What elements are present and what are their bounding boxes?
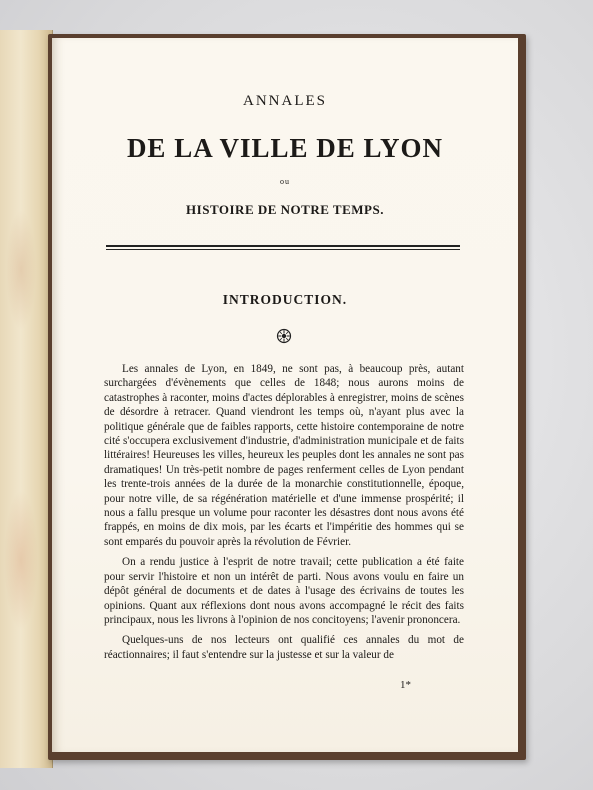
book-page [52, 38, 518, 752]
paragraph: Les annales de Lyon, en 1849, ne sont pas, à beaucoup près, autant surchargées d'évènements que celles de 1848; nous aurons moins de catastrophes à raconter, moins d'actes déplorables à enregistrer, moins de scènes de désordre à retracer. Quand viendront les temps où, n'ayant plus avec la politique générale que de faibles rapports, cette histoire contemporaine de notre cité s'occupera exclusivement d'industrie, d'administration municipale et de faits littéraires! Heureuses les villes, heureux les peuples dont les annales ne sont pas dramatiques! Un très-petit nombre de pages renferment celles de Lyon pendant les trente-trois années de la durée de la monarchie constitutionnelle, époque, pour notre ville, de sa régénération matérielle et d'une immense prospérité; il nous a fallu presque un volume pour raconter les désastres dont nous avons été frappés, en moins de dix mois, par les écarts et l'impéritie des hommes qui se sont emparés du pouvoir après la révolution de Février. [104, 363, 464, 548]
body-text [104, 362, 464, 668]
section-heading: INTRODUCTION. [222, 292, 348, 307]
paragraph: Quelques-uns de nos lecteurs ont qualifié ces annales du mot de réactionnaires; il faut s'entendre sur la justesse et sur la valeur de [104, 634, 464, 661]
paragraph: On a rendu justice à l'esprit de notre travail; cette publication a été faite pour servir l'histoire et non un intérêt de parti. Nous avons voulu en faire un dépôt général de documents et de dates à l'usage des écrivains de toutes les opinions. Quant aux réflexions dont nous avons accompagné le récit des faits principaux, nous les livrons à l'opinion de nos concitoyens; l'avenir prononcera. [104, 556, 464, 626]
title-ville-de-lyon: DE LA VILLE DE LYON [126, 133, 444, 163]
foxing-stain [6, 210, 36, 330]
fleuron-icon [276, 328, 292, 344]
book-spine [0, 30, 53, 768]
double-rule-divider [106, 245, 460, 250]
title-annales: ANNALES [243, 93, 327, 109]
title-ou: ou [280, 177, 290, 186]
signature-mark: 1* [400, 679, 411, 691]
title-histoire: HISTOIRE DE NOTRE TEMPS. [186, 202, 384, 217]
foxing-stain [4, 490, 38, 630]
